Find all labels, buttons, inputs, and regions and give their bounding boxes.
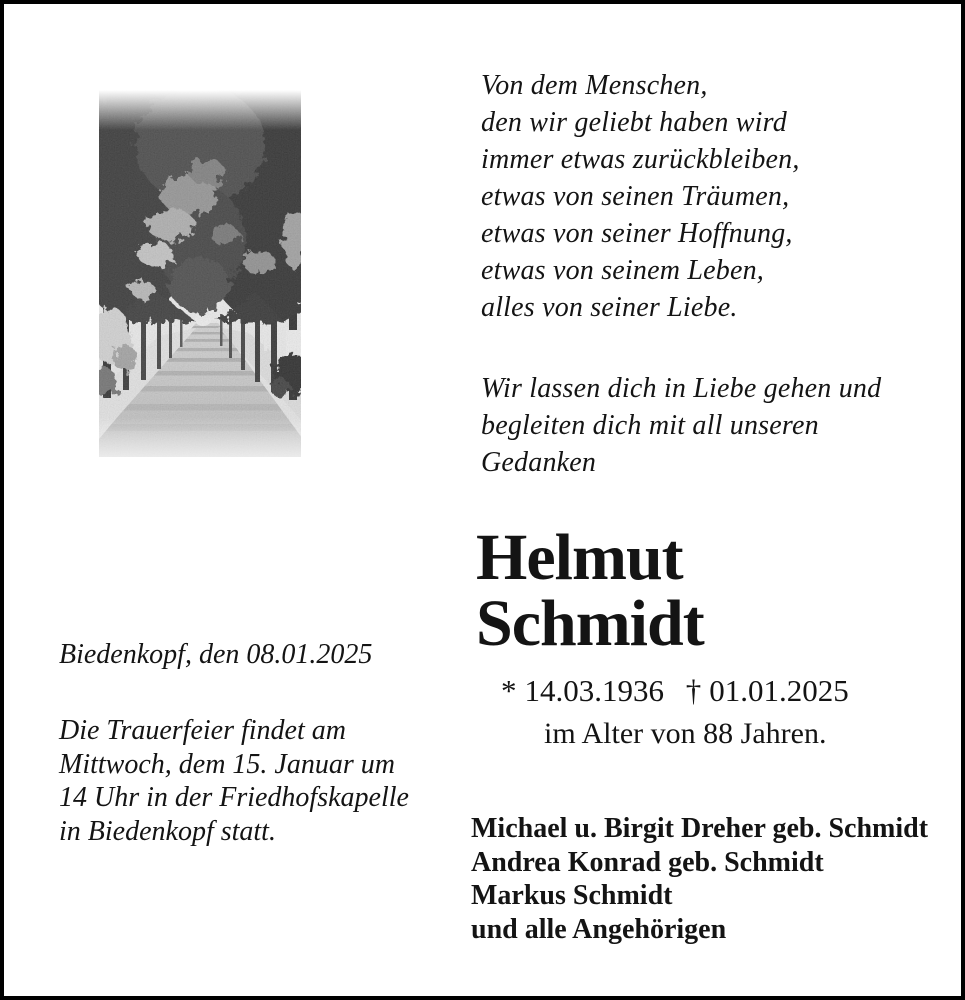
mourners-list [471, 812, 928, 946]
funeral-announcement [59, 714, 409, 848]
farewell-line: begleiten dich mit all unseren [481, 410, 819, 441]
place-date-line: Biedenkopf, den 08.01.2025 [59, 639, 373, 670]
mourner-line: Michael u. Birgit Dreher geb. Schmidt [471, 813, 929, 844]
tree-avenue-photo-illustration [99, 90, 301, 457]
verse-line: immer etwas zurückbleiben, [481, 144, 800, 175]
birth-date-group [501, 673, 672, 708]
mourner-line: und alle Angehörigen [471, 913, 727, 945]
funeral-line: in Biedenkopf statt. [59, 815, 276, 847]
memorial-photo [99, 90, 301, 457]
deceased-last-name: Schmidt [476, 587, 704, 660]
funeral-line: Die Trauerfeier findet am [59, 715, 346, 746]
mourner-line: Markus Schmidt [471, 880, 673, 911]
deceased-name [476, 521, 704, 660]
farewell-line: Wir lassen dich in Liebe gehen und [481, 373, 882, 404]
birth-date: 14.03.1936 [524, 673, 664, 708]
farewell-verse [481, 370, 881, 481]
verse-line: Von dem Menschen, [481, 70, 708, 101]
opening-verse [481, 67, 800, 326]
deceased-first-name: Helmut [476, 521, 683, 594]
age-line: im Alter von 88 Jahren. [544, 717, 827, 750]
verse-line: alles von seiner Liebe. [481, 292, 738, 323]
death-date-group [686, 673, 849, 708]
funeral-line: 14 Uhr in der Friedhofskapelle [59, 782, 409, 813]
farewell-line: Gedanken [481, 447, 597, 478]
verse-line: etwas von seinem Leben, [481, 255, 764, 286]
verse-line: den wir geliebt haben wird [481, 107, 787, 138]
death-date: 01.01.2025 [709, 673, 849, 708]
born-asterisk-symbol: * [501, 673, 517, 708]
verse-line: etwas von seiner Hoffnung, [481, 218, 793, 249]
funeral-line: Mittwoch, dem 15. Januar um [59, 748, 395, 780]
life-dates [501, 673, 849, 709]
death-cross-symbol: † [685, 673, 702, 708]
verse-line: etwas von seinen Träumen, [481, 181, 790, 212]
mourner-line: Andrea Konrad geb. Schmidt [471, 846, 824, 878]
